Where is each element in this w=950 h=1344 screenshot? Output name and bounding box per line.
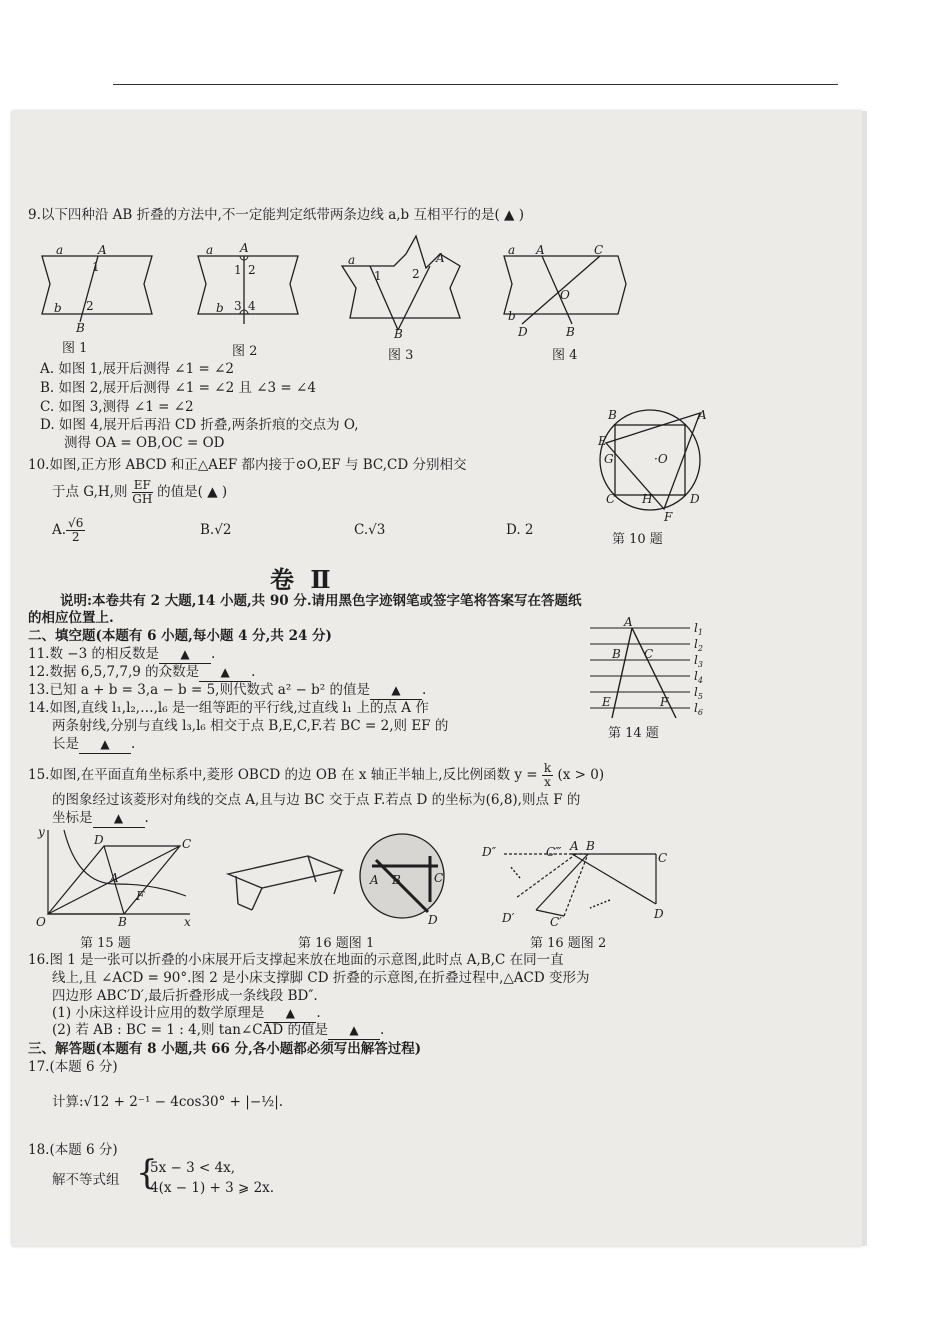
svg-text:C: C bbox=[434, 871, 444, 885]
q17-title: 17.(本题 6 分) bbox=[28, 1059, 118, 1075]
svg-text:a: a bbox=[206, 243, 214, 257]
svg-text:D″: D″ bbox=[482, 845, 497, 859]
q15-line3: 坐标是 ▲ . bbox=[52, 810, 149, 826]
svg-text:4: 4 bbox=[248, 299, 256, 313]
q13: 13.已知 a + b = 3,a − b = 5,则代数式 a² − b² 的值是 ▲ . bbox=[28, 682, 427, 698]
svg-text:A: A bbox=[370, 873, 379, 887]
svg-text:F: F bbox=[660, 695, 669, 709]
svg-text:C: C bbox=[644, 647, 654, 661]
svg-text:D: D bbox=[518, 325, 528, 339]
q9-figure-3 bbox=[340, 228, 470, 340]
svg-text:2: 2 bbox=[86, 299, 94, 313]
solve-header: 三、解答题(本题有 8 小题,共 66 分,各小题都必须写出解答过程) bbox=[28, 1041, 422, 1057]
q14-caption: 第 14 题 bbox=[608, 726, 659, 741]
svg-text:l4: $l_4$ bbox=[694, 669, 703, 685]
svg-text:B: B bbox=[394, 327, 403, 341]
svg-text:B: B bbox=[566, 325, 575, 339]
q18-title: 18.(本题 6 分) bbox=[28, 1142, 118, 1158]
svg-text:G: G bbox=[604, 452, 614, 466]
svg-text:y: y bbox=[38, 825, 45, 839]
svg-text:B: B bbox=[586, 839, 595, 853]
svg-text:F: F bbox=[136, 889, 145, 903]
svg-text:D: D bbox=[654, 907, 664, 921]
svg-text:B: B bbox=[118, 915, 127, 929]
q9-caption-4: 图 4 bbox=[552, 348, 578, 363]
section-note: 说明:本卷共有 2 大题,14 小题,共 90 分.请用黑色字迹钢笔或签字笔将答案写在答题纸 bbox=[60, 593, 582, 609]
q15-line1: 15.如图,在平面直角坐标系中,菱形 OBCD 的边 OB 在 x 轴正半轴上,反比例函数 y = $\frac{k}{x}$ (x > 0) bbox=[28, 761, 605, 789]
q9-caption-1: 图 1 bbox=[62, 341, 88, 356]
svg-text:l2: $l_2$ bbox=[694, 637, 703, 653]
svg-text:B: B bbox=[76, 321, 85, 335]
svg-text:l3: $l_3$ bbox=[694, 653, 703, 669]
q15-caption: 第 15 题 bbox=[80, 936, 131, 951]
svg-text:a: a bbox=[508, 243, 516, 257]
q9-option-d-cont: 测得 OA = OB,OC = OD bbox=[64, 435, 225, 451]
q10-stem-post: 的值是( ▲ ) bbox=[157, 484, 228, 500]
q18-brace: { bbox=[136, 1153, 158, 1193]
q9-option-d: D. 如图 4,展开后再沿 CD 折叠,两条折痕的交点为 O, bbox=[40, 417, 359, 433]
header-rule bbox=[113, 84, 838, 85]
svg-text:l1: $l_1$ bbox=[694, 621, 703, 637]
svg-text:3: 3 bbox=[234, 299, 242, 313]
svg-text:1: 1 bbox=[234, 263, 242, 277]
q9-caption-2: 图 2 bbox=[232, 344, 258, 359]
svg-text:A: A bbox=[624, 615, 633, 629]
q16-caption-2: 第 16 题图 2 bbox=[530, 936, 607, 951]
q10-stem-pre: 于点 G,H,则 bbox=[52, 484, 128, 500]
svg-text:a: a bbox=[348, 253, 356, 267]
section-note-cont: 的相应位置上. bbox=[28, 610, 114, 626]
section-title: 卷 Ⅱ bbox=[270, 565, 335, 594]
svg-text:l6: $l_6$ bbox=[694, 701, 703, 717]
q10-option-c: C.√3 bbox=[354, 522, 386, 538]
q18-inequality-1: 5x − 3 < 4x, bbox=[150, 1160, 236, 1176]
fill-in-header: 二、填空题(本题有 6 小题,每小题 4 分,共 24 分) bbox=[28, 628, 332, 644]
svg-text:a: a bbox=[56, 243, 64, 257]
q16-sub1: (1) 小床这样设计应用的数学原理是 ▲ . bbox=[52, 1005, 321, 1021]
q10-option-d: D. 2 bbox=[506, 522, 534, 538]
q16-line2: 线上,且 ∠ACD = 90°.图 2 是小床支撑脚 CD 折叠的示意图,在折叠过程中,△ACD 变形为 bbox=[52, 970, 590, 986]
svg-text:B: B bbox=[608, 408, 617, 422]
svg-text:A: A bbox=[436, 251, 445, 265]
svg-text:x: x bbox=[184, 915, 191, 929]
q18-inequality-2: 4(x − 1) + 3 ⩾ 2x. bbox=[150, 1180, 275, 1196]
q9-caption-3: 图 3 bbox=[388, 348, 414, 363]
svg-text:O: O bbox=[36, 915, 46, 929]
q9-figure-2 bbox=[196, 241, 306, 334]
svg-text:D: D bbox=[428, 913, 438, 927]
svg-text:C: C bbox=[182, 837, 192, 851]
q18-prompt: 解不等式组 bbox=[52, 1172, 120, 1188]
svg-text:D: D bbox=[94, 833, 104, 847]
q16-figure-1 bbox=[222, 826, 462, 930]
svg-text:2: 2 bbox=[248, 263, 256, 277]
svg-text:A: A bbox=[240, 241, 249, 255]
svg-text:A: A bbox=[98, 243, 107, 257]
q10-caption: 第 10 题 bbox=[612, 532, 663, 547]
svg-text:F: F bbox=[664, 510, 673, 524]
q9-figure-4 bbox=[500, 244, 630, 339]
q17-expression: 计算:√12 + 2⁻¹ − 4cos30° + |−½|. bbox=[52, 1094, 284, 1110]
svg-text:A: A bbox=[110, 871, 119, 885]
q14-line2: 两条射线,分别与直线 l₃,l₆ 相交于点 B,E,C,F.若 BC = 2,则 EF 的 bbox=[52, 718, 449, 734]
q10-option-b: B.√2 bbox=[200, 522, 232, 538]
svg-text:B: B bbox=[612, 647, 621, 661]
svg-text:b: b bbox=[54, 301, 62, 315]
q10-figure-circle bbox=[592, 403, 712, 525]
svg-text:b: b bbox=[216, 301, 224, 315]
q10-option-a: A. $\frac{√6}{2}$ bbox=[52, 516, 84, 544]
svg-text:l5: $l_5$ bbox=[694, 685, 703, 701]
svg-text:C: C bbox=[606, 492, 616, 506]
q10-stem-line1: 10.如图,正方形 ABCD 和正△AEF 都内接于⊙O,EF 与 BC,CD 分别相交 bbox=[28, 457, 467, 473]
q14-line3: 长是 ▲ . bbox=[52, 736, 136, 752]
svg-text:·O: ·O bbox=[654, 452, 668, 466]
q15-figure-coordinate bbox=[34, 826, 196, 934]
svg-text:D′: D′ bbox=[502, 911, 515, 925]
q16-figure-2 bbox=[480, 838, 680, 928]
q9-option-b: B. 如图 2,展开后测得 ∠1 = ∠2 且 ∠3 = ∠4 bbox=[40, 380, 316, 396]
q14-figure bbox=[580, 615, 710, 722]
q9-option-c: C. 如图 3,测得 ∠1 = ∠2 bbox=[40, 399, 194, 415]
svg-text:O: O bbox=[560, 288, 570, 302]
svg-text:C: C bbox=[658, 851, 668, 865]
svg-text:C‴: C‴ bbox=[546, 845, 562, 859]
q9-stem: 9.以下四种沿 AB 折叠的方法中,不一定能判定纸带两条边线 a,b 互相平行的是( ▲ ) bbox=[28, 207, 524, 223]
q14-line1: 14.如图,直线 l₁,l₂,…,l₆ 是一组等距的平行线,过直线 l₁ 上的点 A 作 bbox=[28, 700, 429, 716]
q9-option-a: A. 如图 1,展开后测得 ∠1 = ∠2 bbox=[40, 361, 234, 377]
svg-text:2: 2 bbox=[412, 267, 420, 281]
q12: 12.数据 6,5,7,7,9 的众数是 ▲ . bbox=[28, 664, 256, 680]
q16-sub2: (2) 若 AB : BC = 1 : 4,则 tan∠CAD 的值是 ▲ . bbox=[52, 1022, 385, 1038]
q15-line2: 的图象经过该菱形对角线的交点 A,且与边 BC 交于点 F.若点 D 的坐标为(6,8),则点 F 的 bbox=[52, 792, 581, 808]
q10-fraction: $\frac{EF}{GH}$ bbox=[132, 478, 153, 506]
q16-line1: 16.图 1 是一张可以折叠的小床展开后支撑起来放在地面的示意图,此时点 A,B,C 在同一直 bbox=[28, 952, 564, 968]
svg-text:C: C bbox=[594, 243, 604, 257]
svg-text:H: H bbox=[642, 492, 653, 506]
svg-text:E: E bbox=[598, 434, 607, 448]
q16-caption-1: 第 16 题图 1 bbox=[298, 936, 375, 951]
svg-text:D: D bbox=[690, 492, 700, 506]
q9-figure-1 bbox=[40, 244, 160, 334]
q11: 11.数 −3 的相反数是 ▲ . bbox=[28, 646, 216, 662]
svg-text:B: B bbox=[392, 873, 401, 887]
svg-text:A: A bbox=[570, 839, 579, 853]
svg-text:C′: C′ bbox=[550, 915, 562, 929]
svg-text:1: 1 bbox=[92, 260, 100, 274]
svg-text:b: b bbox=[508, 309, 516, 323]
svg-text:E: E bbox=[602, 695, 611, 709]
svg-text:A: A bbox=[536, 243, 545, 257]
q16-line3: 四边形 ABC′D′,最后折叠形成一条线段 BD″. bbox=[52, 988, 318, 1004]
svg-text:A: A bbox=[698, 408, 707, 422]
svg-text:1: 1 bbox=[374, 269, 382, 283]
